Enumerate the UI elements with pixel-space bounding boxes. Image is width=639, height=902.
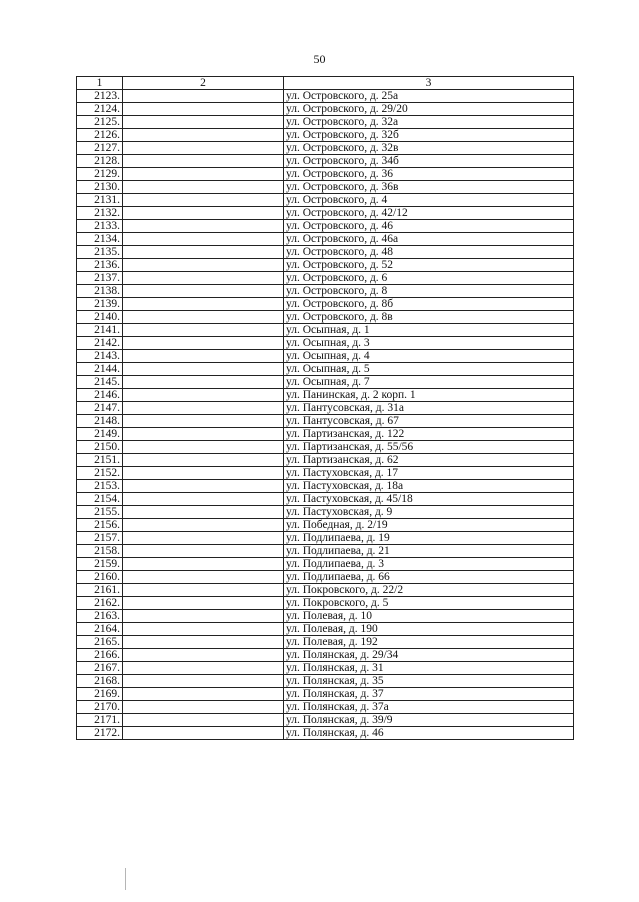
address-cell: ул. Островского, д. 8б xyxy=(284,298,574,311)
row-number-cell: 2123. xyxy=(77,90,123,103)
table-row xyxy=(77,519,574,532)
column-2-cell xyxy=(123,649,284,662)
address-cell: ул. Покровского, д. 22/2 xyxy=(284,584,574,597)
row-number-cell: 2148. xyxy=(77,415,123,428)
table-row xyxy=(77,337,574,350)
table-row xyxy=(77,402,574,415)
column-header-3: 3 xyxy=(284,77,574,90)
row-number-cell: 2157. xyxy=(77,532,123,545)
table-row xyxy=(77,142,574,155)
address-cell: ул. Островского, д. 29/20 xyxy=(284,103,574,116)
row-number-cell: 2170. xyxy=(77,701,123,714)
address-cell: ул. Подлипаева, д. 19 xyxy=(284,532,574,545)
row-number-cell: 2156. xyxy=(77,519,123,532)
row-number-cell: 2134. xyxy=(77,233,123,246)
row-number-cell: 2135. xyxy=(77,246,123,259)
column-2-cell xyxy=(123,246,284,259)
row-number-cell: 2127. xyxy=(77,142,123,155)
column-2-cell xyxy=(123,376,284,389)
address-cell: ул. Островского, д. 34б xyxy=(284,155,574,168)
table-row xyxy=(77,155,574,168)
column-2-cell xyxy=(123,688,284,701)
address-cell: ул. Партизанская, д. 122 xyxy=(284,428,574,441)
address-cell: ул. Пастуховская, д. 45/18 xyxy=(284,493,574,506)
column-2-cell xyxy=(123,311,284,324)
row-number-cell: 2147. xyxy=(77,402,123,415)
row-number-cell: 2164. xyxy=(77,623,123,636)
address-cell: ул. Победная, д. 2/19 xyxy=(284,519,574,532)
column-2-cell xyxy=(123,545,284,558)
column-2-cell xyxy=(123,389,284,402)
column-2-cell xyxy=(123,428,284,441)
column-2-cell xyxy=(123,558,284,571)
table-row xyxy=(77,311,574,324)
table-row xyxy=(77,597,574,610)
address-cell: ул. Островского, д. 25а xyxy=(284,90,574,103)
column-2-cell xyxy=(123,519,284,532)
table-row xyxy=(77,324,574,337)
row-number-cell: 2145. xyxy=(77,376,123,389)
address-cell: ул. Полевая, д. 190 xyxy=(284,623,574,636)
row-number-cell: 2159. xyxy=(77,558,123,571)
column-2-cell xyxy=(123,103,284,116)
table-row xyxy=(77,233,574,246)
row-number-cell: 2140. xyxy=(77,311,123,324)
row-number-cell: 2165. xyxy=(77,636,123,649)
column-2-cell xyxy=(123,454,284,467)
address-cell: ул. Пастуховская, д. 18а xyxy=(284,480,574,493)
row-number-cell: 2143. xyxy=(77,350,123,363)
table-row xyxy=(77,571,574,584)
address-cell: ул. Островского, д. 32а xyxy=(284,116,574,129)
table-row xyxy=(77,207,574,220)
row-number-cell: 2172. xyxy=(77,727,123,740)
table-row xyxy=(77,532,574,545)
address-cell: ул. Подлипаева, д. 66 xyxy=(284,571,574,584)
address-cell: ул. Островского, д. 46а xyxy=(284,233,574,246)
table-header-row xyxy=(77,77,574,90)
address-cell: ул. Полянская, д. 37а xyxy=(284,701,574,714)
column-2-cell xyxy=(123,90,284,103)
table-row xyxy=(77,493,574,506)
column-2-cell xyxy=(123,701,284,714)
table-row xyxy=(77,714,574,727)
table-row xyxy=(77,675,574,688)
row-number-cell: 2126. xyxy=(77,129,123,142)
table-row xyxy=(77,376,574,389)
row-number-cell: 2160. xyxy=(77,571,123,584)
row-number-cell: 2150. xyxy=(77,441,123,454)
column-2-cell xyxy=(123,363,284,376)
address-cell: ул. Островского, д. 36 xyxy=(284,168,574,181)
address-cell: ул. Пастуховская, д. 9 xyxy=(284,506,574,519)
address-cell: ул. Островского, д. 36в xyxy=(284,181,574,194)
column-2-cell xyxy=(123,610,284,623)
table-row xyxy=(77,467,574,480)
address-cell: ул. Покровского, д. 5 xyxy=(284,597,574,610)
row-number-cell: 2166. xyxy=(77,649,123,662)
row-number-cell: 2167. xyxy=(77,662,123,675)
margin-mark xyxy=(125,868,126,890)
row-number-cell: 2133. xyxy=(77,220,123,233)
table-row xyxy=(77,688,574,701)
row-number-cell: 2131. xyxy=(77,194,123,207)
row-number-cell: 2136. xyxy=(77,259,123,272)
address-cell: ул. Партизанская, д. 55/56 xyxy=(284,441,574,454)
address-cell: ул. Осыпная, д. 4 xyxy=(284,350,574,363)
table-row xyxy=(77,545,574,558)
column-2-cell xyxy=(123,142,284,155)
row-number-cell: 2144. xyxy=(77,363,123,376)
table-row xyxy=(77,116,574,129)
column-2-cell xyxy=(123,714,284,727)
table-row xyxy=(77,415,574,428)
column-2-cell xyxy=(123,194,284,207)
column-2-cell xyxy=(123,220,284,233)
address-cell: ул. Пантусовская, д. 67 xyxy=(284,415,574,428)
address-cell: ул. Подлипаева, д. 3 xyxy=(284,558,574,571)
address-cell: ул. Подлипаева, д. 21 xyxy=(284,545,574,558)
column-2-cell xyxy=(123,298,284,311)
column-2-cell xyxy=(123,727,284,740)
row-number-cell: 2132. xyxy=(77,207,123,220)
address-cell: ул. Островского, д. 52 xyxy=(284,259,574,272)
column-2-cell xyxy=(123,402,284,415)
row-number-cell: 2137. xyxy=(77,272,123,285)
column-2-cell xyxy=(123,415,284,428)
table-row xyxy=(77,454,574,467)
address-cell: ул. Пастуховская, д. 17 xyxy=(284,467,574,480)
column-2-cell xyxy=(123,337,284,350)
table-row xyxy=(77,636,574,649)
column-2-cell xyxy=(123,233,284,246)
column-2-cell xyxy=(123,324,284,337)
table-row xyxy=(77,610,574,623)
address-cell: ул. Полевая, д. 10 xyxy=(284,610,574,623)
table-row xyxy=(77,701,574,714)
row-number-cell: 2154. xyxy=(77,493,123,506)
row-number-cell: 2158. xyxy=(77,545,123,558)
column-2-cell xyxy=(123,636,284,649)
column-2-cell xyxy=(123,207,284,220)
row-number-cell: 2168. xyxy=(77,675,123,688)
page-number: 50 xyxy=(313,52,326,66)
row-number-cell: 2163. xyxy=(77,610,123,623)
address-cell: ул. Пантусовская, д. 31а xyxy=(284,402,574,415)
address-table xyxy=(76,76,574,740)
table-row xyxy=(77,272,574,285)
column-2-cell xyxy=(123,116,284,129)
address-cell: ул. Полянская, д. 29/34 xyxy=(284,649,574,662)
column-2-cell xyxy=(123,350,284,363)
column-2-cell xyxy=(123,285,284,298)
address-cell: ул. Осыпная, д. 1 xyxy=(284,324,574,337)
table-row xyxy=(77,480,574,493)
column-2-cell xyxy=(123,571,284,584)
column-2-cell xyxy=(123,272,284,285)
row-number-cell: 2161. xyxy=(77,584,123,597)
address-cell: ул. Полянская, д. 35 xyxy=(284,675,574,688)
row-number-cell: 2124. xyxy=(77,103,123,116)
address-cell: ул. Осыпная, д. 3 xyxy=(284,337,574,350)
table-row xyxy=(77,506,574,519)
table-row xyxy=(77,558,574,571)
column-2-cell xyxy=(123,506,284,519)
row-number-cell: 2129. xyxy=(77,168,123,181)
table-row xyxy=(77,350,574,363)
row-number-cell: 2162. xyxy=(77,597,123,610)
row-number-cell: 2125. xyxy=(77,116,123,129)
address-cell: ул. Островского, д. 32в xyxy=(284,142,574,155)
row-number-cell: 2153. xyxy=(77,480,123,493)
address-cell: ул. Островского, д. 46 xyxy=(284,220,574,233)
table-row xyxy=(77,129,574,142)
table-row xyxy=(77,649,574,662)
address-cell: ул. Островского, д. 8 xyxy=(284,285,574,298)
address-cell: ул. Партизанская, д. 62 xyxy=(284,454,574,467)
column-2-cell xyxy=(123,168,284,181)
row-number-cell: 2142. xyxy=(77,337,123,350)
row-number-cell: 2139. xyxy=(77,298,123,311)
table-row xyxy=(77,389,574,402)
address-cell: ул. Полянская, д. 39/9 xyxy=(284,714,574,727)
column-header-1: 1 xyxy=(77,77,123,90)
column-2-cell xyxy=(123,493,284,506)
column-2-cell xyxy=(123,597,284,610)
table-row xyxy=(77,428,574,441)
table-row xyxy=(77,194,574,207)
column-2-cell xyxy=(123,623,284,636)
address-cell: ул. Островского, д. 6 xyxy=(284,272,574,285)
row-number-cell: 2169. xyxy=(77,688,123,701)
table-row xyxy=(77,727,574,740)
row-number-cell: 2152. xyxy=(77,467,123,480)
column-2-cell xyxy=(123,662,284,675)
table-row xyxy=(77,220,574,233)
table-row xyxy=(77,441,574,454)
table-row xyxy=(77,168,574,181)
row-number-cell: 2138. xyxy=(77,285,123,298)
column-2-cell xyxy=(123,441,284,454)
column-2-cell xyxy=(123,532,284,545)
address-cell: ул. Островского, д. 48 xyxy=(284,246,574,259)
row-number-cell: 2151. xyxy=(77,454,123,467)
address-cell: ул. Осыпная, д. 7 xyxy=(284,376,574,389)
row-number-cell: 2146. xyxy=(77,389,123,402)
address-cell: ул. Панинская, д. 2 корп. 1 xyxy=(284,389,574,402)
address-cell: ул. Островского, д. 4 xyxy=(284,194,574,207)
address-cell: ул. Полянская, д. 46 xyxy=(284,727,574,740)
column-2-cell xyxy=(123,259,284,272)
row-number-cell: 2149. xyxy=(77,428,123,441)
table-row xyxy=(77,623,574,636)
row-number-cell: 2141. xyxy=(77,324,123,337)
table-row xyxy=(77,662,574,675)
column-2-cell xyxy=(123,480,284,493)
table-body xyxy=(77,90,574,740)
column-2-cell xyxy=(123,129,284,142)
table-row xyxy=(77,363,574,376)
column-header-2: 2 xyxy=(123,77,284,90)
table-row xyxy=(77,103,574,116)
row-number-cell: 2130. xyxy=(77,181,123,194)
table-row xyxy=(77,298,574,311)
column-2-cell xyxy=(123,675,284,688)
table-row xyxy=(77,246,574,259)
column-2-cell xyxy=(123,467,284,480)
address-cell: ул. Полевая, д. 192 xyxy=(284,636,574,649)
address-cell: ул. Островского, д. 42/12 xyxy=(284,207,574,220)
row-number-cell: 2128. xyxy=(77,155,123,168)
table-row xyxy=(77,181,574,194)
address-cell: ул. Осыпная, д. 5 xyxy=(284,363,574,376)
table-row xyxy=(77,584,574,597)
address-cell: ул. Полянская, д. 31 xyxy=(284,662,574,675)
column-2-cell xyxy=(123,155,284,168)
column-2-cell xyxy=(123,181,284,194)
table-row xyxy=(77,259,574,272)
address-cell: ул. Островского, д. 8в xyxy=(284,311,574,324)
row-number-cell: 2171. xyxy=(77,714,123,727)
address-cell: ул. Островского, д. 32б xyxy=(284,129,574,142)
table-row xyxy=(77,90,574,103)
table-row xyxy=(77,285,574,298)
column-2-cell xyxy=(123,584,284,597)
address-cell: ул. Полянская, д. 37 xyxy=(284,688,574,701)
row-number-cell: 2155. xyxy=(77,506,123,519)
